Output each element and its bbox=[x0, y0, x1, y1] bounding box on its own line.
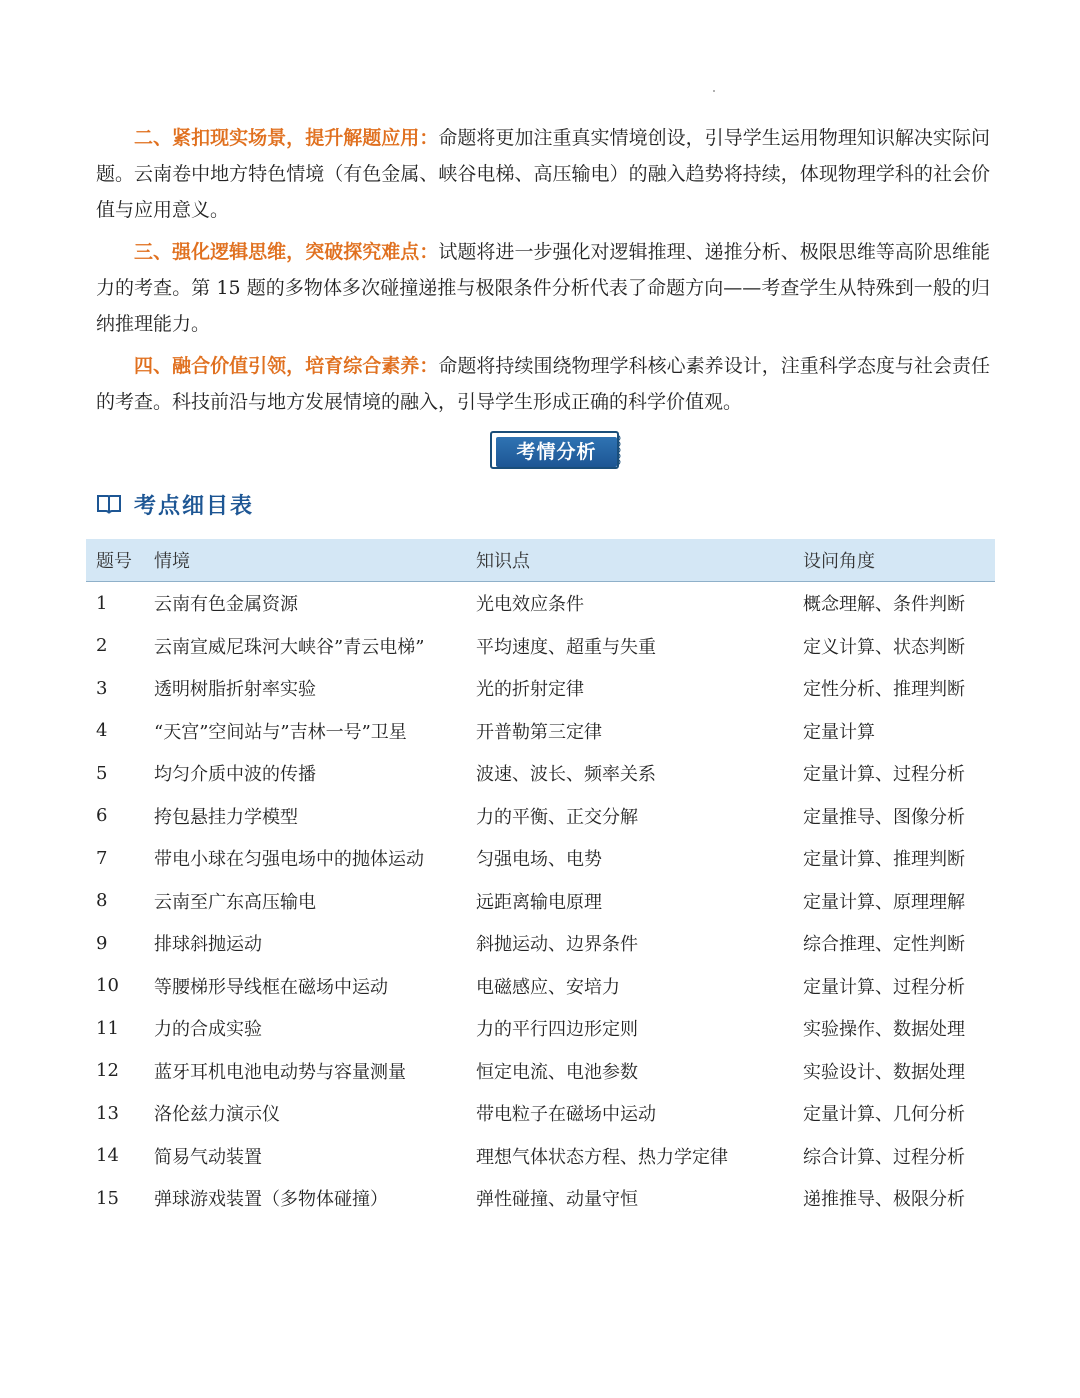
cell-number: 13 bbox=[96, 1102, 119, 1124]
cell-knowledge: 斜抛运动、边界条件 bbox=[476, 934, 638, 956]
cell-angle: 综合推理、定性判断 bbox=[803, 934, 965, 956]
cell-scenario: 弹球游戏装置（多物体碰撞） bbox=[154, 1189, 388, 1211]
cell-knowledge: 理想气体状态方程、热力学定律 bbox=[476, 1146, 728, 1168]
cell-number: 5 bbox=[96, 762, 108, 784]
table-row bbox=[86, 837, 995, 880]
table-row bbox=[86, 965, 995, 1008]
outlook-paragraphs bbox=[96, 120, 990, 426]
header-number: 题号 bbox=[96, 551, 132, 572]
cell-knowledge: 匀强电场、电势 bbox=[476, 849, 602, 871]
table-body bbox=[86, 582, 995, 1220]
cell-number: 9 bbox=[96, 932, 108, 954]
cell-scenario: 洛伦兹力演示仪 bbox=[154, 1104, 280, 1126]
cell-angle: 递推推导、极限分析 bbox=[803, 1189, 965, 1211]
paragraph-lead: 四、融合价值引领，培育综合素养： bbox=[134, 355, 439, 377]
cell-scenario: 均匀介质中波的传播 bbox=[154, 764, 316, 786]
paragraph-lead: 三、强化逻辑思维，突破探究难点： bbox=[134, 241, 439, 263]
cell-angle: 定量计算、几何分析 bbox=[803, 1104, 965, 1126]
cell-scenario: 云南有色金属资源 bbox=[154, 594, 298, 616]
cell-knowledge: 弹性碰撞、动量守恒 bbox=[476, 1189, 638, 1211]
section-heading bbox=[96, 486, 254, 522]
cell-angle: 实验操作、数据处理 bbox=[803, 1019, 965, 1041]
header-angle: 设问角度 bbox=[803, 551, 875, 572]
table-row bbox=[86, 1007, 995, 1050]
banner-frame bbox=[490, 431, 619, 469]
section-title: 考点细目表 bbox=[134, 493, 255, 519]
cell-number: 11 bbox=[96, 1017, 119, 1039]
table-row bbox=[86, 710, 995, 753]
cell-number: 4 bbox=[96, 720, 108, 742]
cell-angle: 实验设计、数据处理 bbox=[803, 1061, 965, 1083]
banner-squiggle-icon bbox=[616, 435, 624, 465]
cell-number: 2 bbox=[96, 635, 108, 657]
cell-angle: 概念理解、条件判断 bbox=[803, 594, 965, 616]
table-row bbox=[86, 752, 995, 795]
paragraph-body: 命题将更加注重真实情境创设，引导学生运用物理知识解决实际问题。云南卷中地方特色情境（有色金属、峡谷电梯、高压输电）的融入趋势将持续，体现物理学科的社会价值与应用意义。 bbox=[96, 127, 990, 221]
cell-scenario: 排球斜抛运动 bbox=[154, 934, 262, 956]
table-row bbox=[86, 795, 995, 838]
header-knowledge: 知识点 bbox=[476, 551, 530, 572]
cell-number: 1 bbox=[96, 592, 108, 614]
cell-scenario: 透明树脂折射率实验 bbox=[154, 679, 316, 701]
cell-knowledge: 波速、波长、频率关系 bbox=[476, 764, 656, 786]
cell-angle: 定量计算、原理理解 bbox=[803, 891, 965, 913]
cell-knowledge: 光的折射定律 bbox=[476, 679, 584, 701]
paragraph-4 bbox=[96, 348, 990, 420]
table-row bbox=[86, 1135, 995, 1178]
paragraph-body: 命题将持续围绕物理学科核心素养设计，注重科学态度与社会责任的考查。科技前沿与地方发展情境的融入，引导学生形成正确的科学价值观。 bbox=[96, 355, 990, 413]
cell-knowledge: 开普勒第三定律 bbox=[476, 721, 602, 743]
cell-scenario: 云南宣威尼珠河大峡谷”青云电梯” bbox=[154, 636, 425, 658]
cell-knowledge: 力的平行四边形定则 bbox=[476, 1019, 638, 1041]
cell-scenario: 带电小球在匀强电场中的抛体运动 bbox=[154, 849, 424, 871]
cell-number: 10 bbox=[96, 975, 119, 997]
cell-scenario: 云南至广东高压输电 bbox=[154, 891, 316, 913]
cell-knowledge: 光电效应条件 bbox=[476, 594, 584, 616]
cell-angle: 定性分析、推理判断 bbox=[803, 679, 965, 701]
banner-label: 考情分析 bbox=[496, 437, 617, 467]
table-row bbox=[86, 667, 995, 710]
table-row bbox=[86, 1092, 995, 1135]
cell-scenario: 力的合成实验 bbox=[154, 1019, 262, 1041]
cell-number: 7 bbox=[96, 847, 108, 869]
cell-number: 3 bbox=[96, 677, 108, 699]
cell-angle: 定义计算、状态判断 bbox=[803, 636, 965, 658]
table-row bbox=[86, 582, 995, 625]
cell-knowledge: 带电粒子在磁场中运动 bbox=[476, 1104, 656, 1126]
open-book-icon bbox=[96, 493, 122, 515]
cell-angle: 定量推导、图像分析 bbox=[803, 806, 965, 828]
section-banner bbox=[490, 431, 622, 469]
cell-angle: 定量计算、推理判断 bbox=[803, 849, 965, 871]
table-row bbox=[86, 880, 995, 923]
cell-knowledge: 电磁感应、安培力 bbox=[476, 976, 620, 998]
cell-angle: 综合计算、过程分析 bbox=[803, 1146, 965, 1168]
table-row bbox=[86, 922, 995, 965]
cell-knowledge: 远距离输电原理 bbox=[476, 891, 602, 913]
cell-scenario: “天宫”空间站与”吉林一号”卫星 bbox=[154, 721, 407, 743]
exam-points-table bbox=[86, 539, 995, 1220]
cell-knowledge: 力的平衡、正交分解 bbox=[476, 806, 638, 828]
paragraph-body: 试题将进一步强化对逻辑推理、递推分析、极限思维等高阶思维能力的考查。第 15 题的多物体多次碰撞递推与极限条件分析代表了命题方向——考查学生从特殊到一般的归纳推理能力。 bbox=[96, 241, 990, 335]
cell-knowledge: 平均速度、超重与失重 bbox=[476, 636, 656, 658]
cell-number: 8 bbox=[96, 890, 108, 912]
cell-angle: 定量计算、过程分析 bbox=[803, 764, 965, 786]
table-row bbox=[86, 1050, 995, 1093]
cell-number: 14 bbox=[96, 1145, 119, 1167]
cell-knowledge: 恒定电流、电池参数 bbox=[476, 1061, 638, 1083]
paragraph-3 bbox=[96, 234, 990, 342]
cell-angle: 定量计算、过程分析 bbox=[803, 976, 965, 998]
paragraph-2 bbox=[96, 120, 990, 228]
page-dot bbox=[713, 90, 715, 92]
table-row bbox=[86, 625, 995, 668]
cell-scenario: 蓝牙耳机电池电动势与容量测量 bbox=[154, 1061, 406, 1083]
cell-number: 15 bbox=[96, 1187, 119, 1209]
cell-scenario: 简易气动装置 bbox=[154, 1146, 262, 1168]
cell-number: 6 bbox=[96, 805, 108, 827]
paragraph-lead: 二、紧扣现实场景，提升解题应用： bbox=[134, 127, 439, 149]
table-row bbox=[86, 1177, 995, 1220]
cell-scenario: 挎包悬挂力学模型 bbox=[154, 806, 298, 828]
table-header bbox=[86, 539, 995, 582]
cell-angle: 定量计算 bbox=[803, 721, 875, 743]
cell-number: 12 bbox=[96, 1060, 119, 1082]
header-scenario: 情境 bbox=[154, 551, 190, 572]
cell-scenario: 等腰梯形导线框在磁场中运动 bbox=[154, 976, 388, 998]
